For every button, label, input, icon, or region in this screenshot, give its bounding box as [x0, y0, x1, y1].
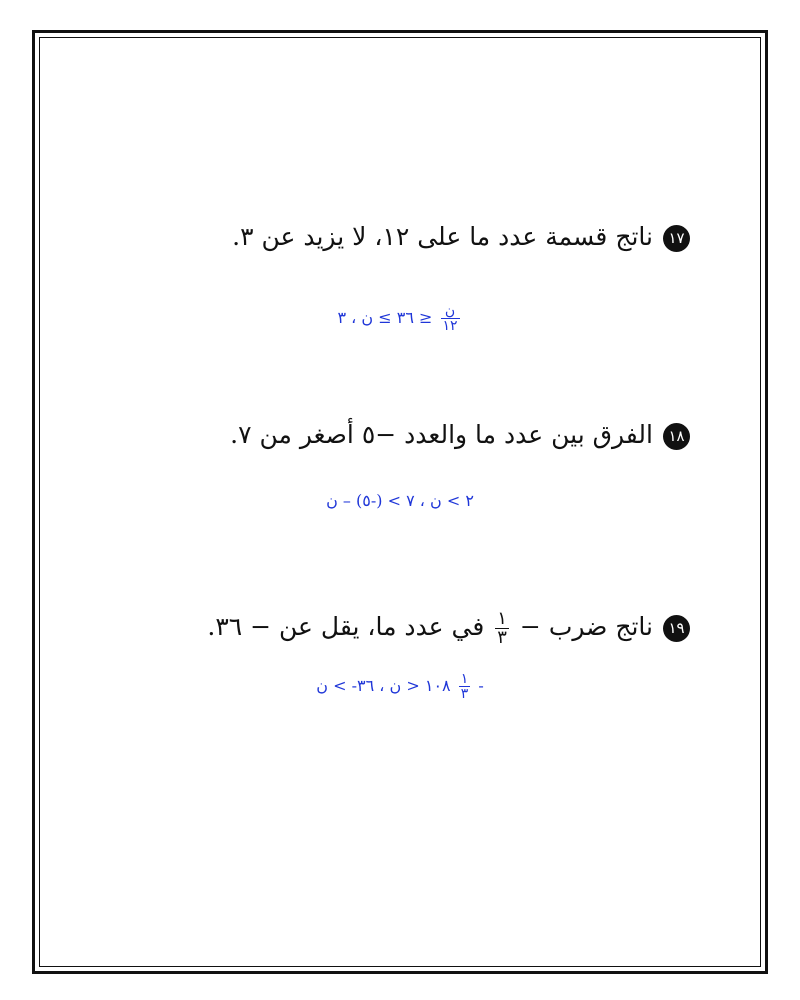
fraction-numerator: ١	[460, 671, 469, 687]
answer-fraction	[441, 304, 460, 333]
answer-18	[150, 490, 650, 512]
answer-part: ١٠٨ < ن ، ٣٦- > ن	[316, 676, 451, 695]
answer-19	[150, 672, 650, 701]
problem-fraction	[495, 610, 509, 647]
fraction-denominator: ٣	[497, 627, 507, 648]
answer-text: ٢ > ن ، ٧ > (-٥) – ن	[326, 491, 474, 510]
fraction-numerator: ن	[441, 304, 460, 319]
answer-part: ٣٦ ≥ ن	[361, 308, 414, 327]
problem-number-badge: ١٨	[663, 423, 690, 450]
problem-text: ناتج قسمة عدد ما على ١٢، لا يزيد عن ٣.	[232, 222, 653, 251]
answer-fraction	[459, 672, 471, 701]
problem-text: الفرق بين عدد ما والعدد −٥ أصغر من ٧.	[230, 420, 653, 449]
fraction-denominator: ٣	[460, 686, 469, 702]
problem-number-badge: ١٧	[663, 225, 690, 252]
fraction-denominator: ١٢	[442, 318, 458, 334]
answer-inequality: ٣ ≥	[337, 308, 433, 327]
fraction-numerator: ١	[497, 608, 507, 629]
answer-17	[150, 304, 650, 333]
answer-trailing-sign: -	[478, 676, 484, 695]
problem-19	[150, 610, 690, 647]
problem-text-before: ناتج ضرب −	[519, 612, 653, 641]
problem-17	[150, 222, 690, 252]
answer-separator: ،	[351, 308, 357, 327]
problem-text-after: في عدد ما، يقل عن − ٣٦.	[207, 612, 485, 641]
problem-18	[150, 420, 690, 450]
problem-number-badge: ١٩	[663, 615, 690, 642]
